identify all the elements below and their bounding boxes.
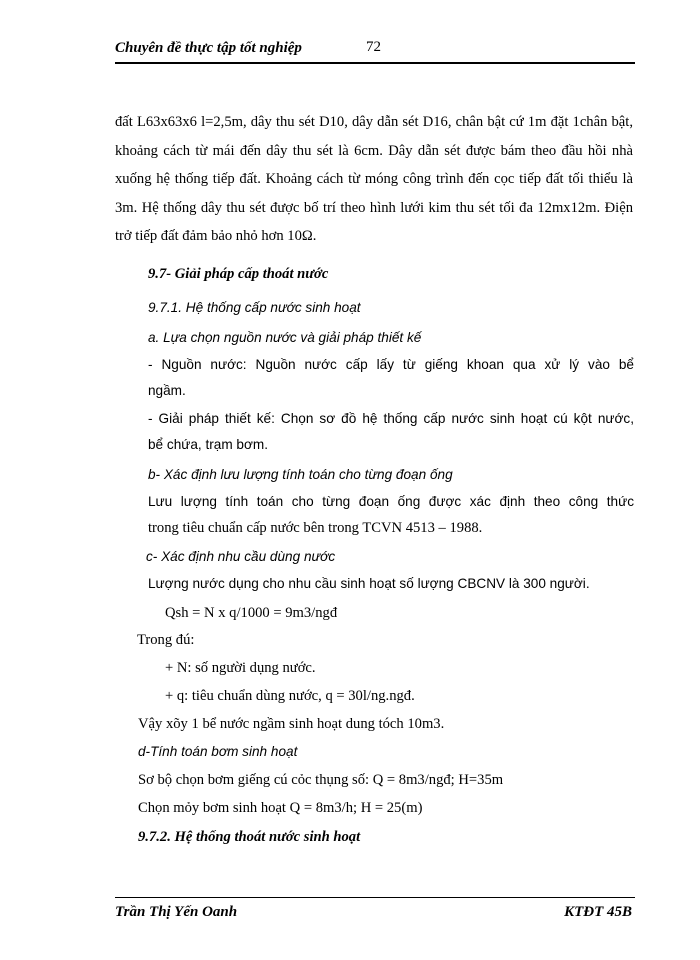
item-c-heading: c- Xác định nhu cầu dùng nước — [146, 549, 336, 564]
section-heading: 9.7- Giải pháp cấp thoát nước — [148, 266, 329, 282]
flow-line-1: Lưu lượng tính toán cho từng đoạn ống được xác định theo công thức — [148, 494, 634, 509]
subsection-drainage: 9.7.2. Hệ thống thoát nước sinh hoạt — [138, 829, 361, 845]
header-title: Chuyên đề thực tập tốt nghiệp — [115, 40, 302, 56]
formula-line: Qsh = N x q/1000 = 9m3/ngđ — [165, 605, 338, 621]
tank-line: Vậy xõy 1 bể nước ngầm sinh hoạt dung tóch 10m3. — [138, 716, 445, 732]
where-label: Trong đú: — [137, 632, 195, 648]
flow-line-2: trong tiêu chuẩn cấp nước bên trong TCVN 4513 – 1988. — [148, 520, 483, 536]
item-d-heading: d-Tính toán bơm sinh hoạt — [138, 744, 298, 759]
where-n: + N: số người dụng nước. — [165, 660, 316, 676]
water-source-line-2: ngầm. — [148, 383, 186, 398]
footer-author: Trần Thị Yến Oanh — [115, 904, 238, 920]
item-a-heading: a. Lựa chọn nguồn nước và giải pháp thiết kế — [148, 330, 422, 345]
pump-line-1: Sơ bộ chọn bơm giếng cú cỏc thụng số: Q = 8m3/ngđ; H=35m — [138, 772, 504, 788]
water-source-line-1: - Nguồn nước: Nguồn nước cấp lấy từ giếng khoan qua xử lý vào bể — [148, 357, 634, 372]
design-line-2: bể chứa, trạm bơm. — [148, 437, 269, 452]
header-divider — [115, 62, 635, 64]
demand-line: Lượng nước dụng cho nhu cầu sinh hoạt số lượng CBCNV là 300 người. — [148, 576, 590, 591]
intro-paragraph: đất L63x63x6 l=2,5m, dây thu sét D10, dây dẫn sét D16, chân bật cứ 1m đặt 1chân bật, khoảng cách từ mái đến dây thu sét là 6cm. Dây dẫn sét được bám theo đầu hồi nhà xuống hệ thống tiếp đất. Khoảng cách từ móng công trình đến cọc tiếp đất tối thiểu là 3m. Hệ thống dây thu sét được bố trí theo hình lưới kim thu sét tối đa 12mx12m. Điện trở tiếp đất đảm bảo nhỏ hơn 10Ω. — [115, 114, 633, 244]
pump-line-2: Chọn mỏy bơm sinh hoạt Q = 8m3/h; H = 25(m) — [138, 800, 423, 816]
subsection-water-supply: 9.7.1. Hệ thống cấp nước sinh hoạt — [148, 300, 361, 315]
design-line-1: - Giải pháp thiết kế: Chọn sơ đồ hệ thống cấp nước sinh hoạt cú kột nước, — [148, 411, 634, 426]
footer-class: KTĐT 45B — [564, 904, 632, 920]
footer-divider — [115, 897, 635, 898]
item-b-heading: b- Xác định lưu lượng tính toán cho từng đoạn ống — [148, 467, 453, 482]
page-number: 72 — [366, 39, 381, 55]
where-q: + q: tiêu chuẩn dùng nước, q = 30l/ng.ngđ. — [165, 688, 415, 704]
